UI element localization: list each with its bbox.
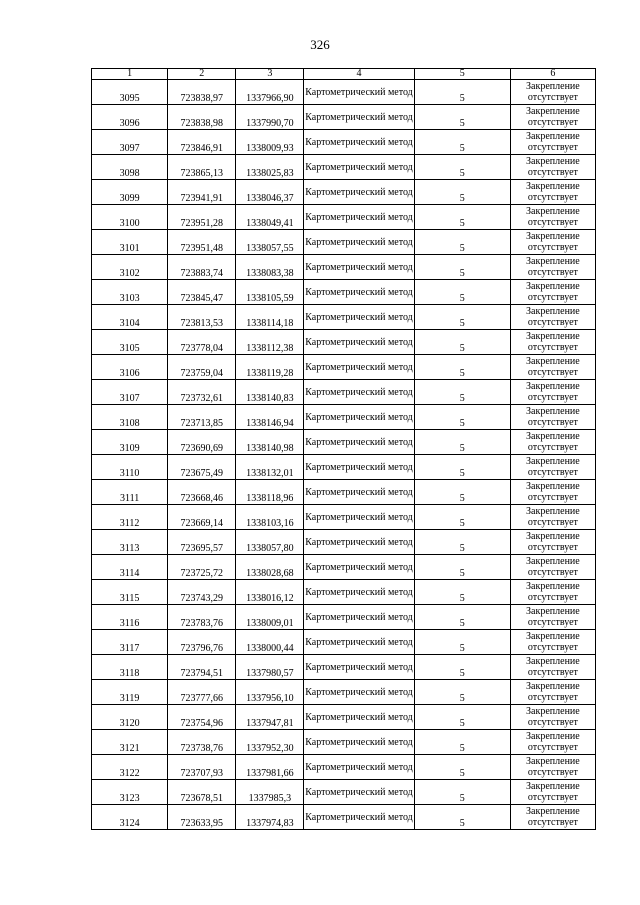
table-row bbox=[92, 580, 596, 605]
fixing-cell: Закрепление отсутствует bbox=[510, 155, 595, 180]
y-coordinate-cell: 1338057,55 bbox=[236, 230, 304, 255]
point-number-cell: 3111 bbox=[92, 480, 168, 505]
y-coordinate-cell: 1338000,44 bbox=[236, 630, 304, 655]
point-number-cell: 3097 bbox=[92, 130, 168, 155]
header-cell-6: 6 bbox=[510, 69, 595, 80]
table-row bbox=[92, 780, 596, 805]
table-row bbox=[92, 755, 596, 780]
table-row bbox=[92, 130, 596, 155]
accuracy-cell: 5 bbox=[414, 505, 510, 530]
y-coordinate-cell: 1338083,38 bbox=[236, 255, 304, 280]
point-number-cell: 3123 bbox=[92, 780, 168, 805]
accuracy-cell: 5 bbox=[414, 480, 510, 505]
fixing-cell: Закрепление отсутствует bbox=[510, 505, 595, 530]
accuracy-cell: 5 bbox=[414, 280, 510, 305]
point-number-cell: 3096 bbox=[92, 105, 168, 130]
method-cell: Картометрический метод bbox=[304, 180, 414, 205]
point-number-cell: 3102 bbox=[92, 255, 168, 280]
point-number-cell: 3115 bbox=[92, 580, 168, 605]
accuracy-cell: 5 bbox=[414, 155, 510, 180]
point-number-cell: 3107 bbox=[92, 380, 168, 405]
x-coordinate-cell: 723783,76 bbox=[168, 605, 236, 630]
x-coordinate-cell: 723707,93 bbox=[168, 755, 236, 780]
table-row bbox=[92, 730, 596, 755]
x-coordinate-cell: 723838,97 bbox=[168, 80, 236, 105]
x-coordinate-cell: 723759,04 bbox=[168, 355, 236, 380]
y-coordinate-cell: 1338132,01 bbox=[236, 455, 304, 480]
fixing-cell: Закрепление отсутствует bbox=[510, 655, 595, 680]
accuracy-cell: 5 bbox=[414, 580, 510, 605]
table-row bbox=[92, 630, 596, 655]
table-row bbox=[92, 530, 596, 555]
fixing-cell: Закрепление отсутствует bbox=[510, 780, 595, 805]
x-coordinate-cell: 723678,51 bbox=[168, 780, 236, 805]
x-coordinate-cell: 723883,74 bbox=[168, 255, 236, 280]
header-cell-5: 5 bbox=[414, 69, 510, 80]
accuracy-cell: 5 bbox=[414, 80, 510, 105]
method-cell: Картометрический метод bbox=[304, 555, 414, 580]
fixing-cell: Закрепление отсутствует bbox=[510, 255, 595, 280]
accuracy-cell: 5 bbox=[414, 780, 510, 805]
fixing-cell: Закрепление отсутствует bbox=[510, 305, 595, 330]
table-row bbox=[92, 155, 596, 180]
fixing-cell: Закрепление отсутствует bbox=[510, 455, 595, 480]
method-cell: Картометрический метод bbox=[304, 530, 414, 555]
point-number-cell: 3124 bbox=[92, 805, 168, 830]
x-coordinate-cell: 723951,28 bbox=[168, 205, 236, 230]
table-row bbox=[92, 255, 596, 280]
point-number-cell: 3116 bbox=[92, 605, 168, 630]
fixing-cell: Закрепление отсутствует bbox=[510, 230, 595, 255]
point-number-cell: 3104 bbox=[92, 305, 168, 330]
table-row bbox=[92, 655, 596, 680]
x-coordinate-cell: 723675,49 bbox=[168, 455, 236, 480]
y-coordinate-cell: 1338112,38 bbox=[236, 330, 304, 355]
fixing-cell: Закрепление отсутствует bbox=[510, 205, 595, 230]
x-coordinate-cell: 723669,14 bbox=[168, 505, 236, 530]
method-cell: Картометрический метод bbox=[304, 130, 414, 155]
page-number: 326 bbox=[310, 37, 330, 52]
y-coordinate-cell: 1338046,37 bbox=[236, 180, 304, 205]
fixing-cell: Закрепление отсутствует bbox=[510, 755, 595, 780]
y-coordinate-cell: 1337974,83 bbox=[236, 805, 304, 830]
method-cell: Картометрический метод bbox=[304, 680, 414, 705]
point-number-cell: 3112 bbox=[92, 505, 168, 530]
point-number-cell: 3114 bbox=[92, 555, 168, 580]
point-number-cell: 3095 bbox=[92, 80, 168, 105]
method-cell: Картометрический метод bbox=[304, 430, 414, 455]
fixing-cell: Закрепление отсутствует bbox=[510, 80, 595, 105]
x-coordinate-cell: 723846,91 bbox=[168, 130, 236, 155]
method-cell: Картометрический метод bbox=[304, 605, 414, 630]
accuracy-cell: 5 bbox=[414, 130, 510, 155]
point-number-cell: 3109 bbox=[92, 430, 168, 455]
table-row bbox=[92, 605, 596, 630]
accuracy-cell: 5 bbox=[414, 180, 510, 205]
y-coordinate-cell: 1337980,57 bbox=[236, 655, 304, 680]
table-row bbox=[92, 480, 596, 505]
method-cell: Картометрический метод bbox=[304, 255, 414, 280]
y-coordinate-cell: 1337952,30 bbox=[236, 730, 304, 755]
method-cell: Картометрический метод bbox=[304, 455, 414, 480]
point-number-cell: 3098 bbox=[92, 155, 168, 180]
table-body bbox=[92, 80, 596, 830]
method-cell: Картометрический метод bbox=[304, 630, 414, 655]
fixing-cell: Закрепление отсутствует bbox=[510, 605, 595, 630]
header-cell-1: 1 bbox=[92, 69, 168, 80]
table-row bbox=[92, 355, 596, 380]
y-coordinate-cell: 1338118,96 bbox=[236, 480, 304, 505]
table-row bbox=[92, 80, 596, 105]
table-row bbox=[92, 555, 596, 580]
table-row bbox=[92, 405, 596, 430]
accuracy-cell: 5 bbox=[414, 205, 510, 230]
method-cell: Картометрический метод bbox=[304, 405, 414, 430]
accuracy-cell: 5 bbox=[414, 555, 510, 580]
header-cell-3: 3 bbox=[236, 69, 304, 80]
accuracy-cell: 5 bbox=[414, 630, 510, 655]
point-number-cell: 3103 bbox=[92, 280, 168, 305]
fixing-cell: Закрепление отсутствует bbox=[510, 805, 595, 830]
x-coordinate-cell: 723838,98 bbox=[168, 105, 236, 130]
accuracy-cell: 5 bbox=[414, 380, 510, 405]
y-coordinate-cell: 1338049,41 bbox=[236, 205, 304, 230]
y-coordinate-cell: 1337956,10 bbox=[236, 680, 304, 705]
y-coordinate-cell: 1338016,12 bbox=[236, 580, 304, 605]
x-coordinate-cell: 723794,51 bbox=[168, 655, 236, 680]
x-coordinate-cell: 723713,85 bbox=[168, 405, 236, 430]
table-row bbox=[92, 430, 596, 455]
table-header-row bbox=[92, 69, 596, 80]
fixing-cell: Закрепление отсутствует bbox=[510, 330, 595, 355]
y-coordinate-cell: 1338105,59 bbox=[236, 280, 304, 305]
point-number-cell: 3117 bbox=[92, 630, 168, 655]
point-number-cell: 3122 bbox=[92, 755, 168, 780]
table-row bbox=[92, 205, 596, 230]
x-coordinate-cell: 723813,53 bbox=[168, 305, 236, 330]
accuracy-cell: 5 bbox=[414, 655, 510, 680]
point-number-cell: 3101 bbox=[92, 230, 168, 255]
method-cell: Картометрический метод bbox=[304, 705, 414, 730]
fixing-cell: Закрепление отсутствует bbox=[510, 130, 595, 155]
method-cell: Картометрический метод bbox=[304, 780, 414, 805]
point-number-cell: 3105 bbox=[92, 330, 168, 355]
table-row bbox=[92, 305, 596, 330]
accuracy-cell: 5 bbox=[414, 455, 510, 480]
x-coordinate-cell: 723738,76 bbox=[168, 730, 236, 755]
point-number-cell: 3119 bbox=[92, 680, 168, 705]
method-cell: Картометрический метод bbox=[304, 305, 414, 330]
accuracy-cell: 5 bbox=[414, 530, 510, 555]
method-cell: Картометрический метод bbox=[304, 580, 414, 605]
accuracy-cell: 5 bbox=[414, 305, 510, 330]
method-cell: Картометрический метод bbox=[304, 205, 414, 230]
fixing-cell: Закрепление отсутствует bbox=[510, 630, 595, 655]
accuracy-cell: 5 bbox=[414, 330, 510, 355]
method-cell: Картометрический метод bbox=[304, 105, 414, 130]
table-row bbox=[92, 805, 596, 830]
point-number-cell: 3110 bbox=[92, 455, 168, 480]
method-cell: Картометрический метод bbox=[304, 805, 414, 830]
coordinates-table bbox=[91, 68, 596, 830]
x-coordinate-cell: 723941,91 bbox=[168, 180, 236, 205]
fixing-cell: Закрепление отсутствует bbox=[510, 180, 595, 205]
x-coordinate-cell: 723725,72 bbox=[168, 555, 236, 580]
method-cell: Картометрический метод bbox=[304, 755, 414, 780]
y-coordinate-cell: 1338146,94 bbox=[236, 405, 304, 430]
header-cell-4: 4 bbox=[304, 69, 414, 80]
accuracy-cell: 5 bbox=[414, 230, 510, 255]
table-row bbox=[92, 455, 596, 480]
y-coordinate-cell: 1337966,90 bbox=[236, 80, 304, 105]
point-number-cell: 3120 bbox=[92, 705, 168, 730]
table-row bbox=[92, 180, 596, 205]
fixing-cell: Закрепление отсутствует bbox=[510, 580, 595, 605]
fixing-cell: Закрепление отсутствует bbox=[510, 530, 595, 555]
method-cell: Картометрический метод bbox=[304, 155, 414, 180]
x-coordinate-cell: 723732,61 bbox=[168, 380, 236, 405]
x-coordinate-cell: 723668,46 bbox=[168, 480, 236, 505]
fixing-cell: Закрепление отсутствует bbox=[510, 680, 595, 705]
accuracy-cell: 5 bbox=[414, 605, 510, 630]
table-row bbox=[92, 280, 596, 305]
x-coordinate-cell: 723754,96 bbox=[168, 705, 236, 730]
y-coordinate-cell: 1338114,18 bbox=[236, 305, 304, 330]
y-coordinate-cell: 1338009,01 bbox=[236, 605, 304, 630]
table-row bbox=[92, 380, 596, 405]
x-coordinate-cell: 723743,29 bbox=[168, 580, 236, 605]
table-row bbox=[92, 505, 596, 530]
table-row bbox=[92, 330, 596, 355]
table-row bbox=[92, 680, 596, 705]
table-row bbox=[92, 705, 596, 730]
method-cell: Картометрический метод bbox=[304, 230, 414, 255]
x-coordinate-cell: 723633,95 bbox=[168, 805, 236, 830]
method-cell: Картометрический метод bbox=[304, 330, 414, 355]
point-number-cell: 3099 bbox=[92, 180, 168, 205]
y-coordinate-cell: 1338140,98 bbox=[236, 430, 304, 455]
accuracy-cell: 5 bbox=[414, 730, 510, 755]
method-cell: Картометрический метод bbox=[304, 280, 414, 305]
point-number-cell: 3118 bbox=[92, 655, 168, 680]
y-coordinate-cell: 1338140,83 bbox=[236, 380, 304, 405]
y-coordinate-cell: 1338103,16 bbox=[236, 505, 304, 530]
fixing-cell: Закрепление отсутствует bbox=[510, 430, 595, 455]
fixing-cell: Закрепление отсутствует bbox=[510, 355, 595, 380]
accuracy-cell: 5 bbox=[414, 680, 510, 705]
y-coordinate-cell: 1337947,81 bbox=[236, 705, 304, 730]
method-cell: Картометрический метод bbox=[304, 380, 414, 405]
fixing-cell: Закрепление отсутствует bbox=[510, 405, 595, 430]
x-coordinate-cell: 723865,13 bbox=[168, 155, 236, 180]
method-cell: Картометрический метод bbox=[304, 80, 414, 105]
accuracy-cell: 5 bbox=[414, 755, 510, 780]
point-number-cell: 3113 bbox=[92, 530, 168, 555]
x-coordinate-cell: 723778,04 bbox=[168, 330, 236, 355]
x-coordinate-cell: 723951,48 bbox=[168, 230, 236, 255]
point-number-cell: 3121 bbox=[92, 730, 168, 755]
y-coordinate-cell: 1338057,80 bbox=[236, 530, 304, 555]
y-coordinate-cell: 1337990,70 bbox=[236, 105, 304, 130]
method-cell: Картометрический метод bbox=[304, 655, 414, 680]
point-number-cell: 3100 bbox=[92, 205, 168, 230]
fixing-cell: Закрепление отсутствует bbox=[510, 730, 595, 755]
point-number-cell: 3106 bbox=[92, 355, 168, 380]
accuracy-cell: 5 bbox=[414, 255, 510, 280]
y-coordinate-cell: 1338009,93 bbox=[236, 130, 304, 155]
accuracy-cell: 5 bbox=[414, 705, 510, 730]
accuracy-cell: 5 bbox=[414, 355, 510, 380]
accuracy-cell: 5 bbox=[414, 405, 510, 430]
accuracy-cell: 5 bbox=[414, 430, 510, 455]
y-coordinate-cell: 1338025,83 bbox=[236, 155, 304, 180]
fixing-cell: Закрепление отсутствует bbox=[510, 105, 595, 130]
x-coordinate-cell: 723777,66 bbox=[168, 680, 236, 705]
y-coordinate-cell: 1337981,66 bbox=[236, 755, 304, 780]
y-coordinate-cell: 1337985,3 bbox=[236, 780, 304, 805]
fixing-cell: Закрепление отсутствует bbox=[510, 705, 595, 730]
fixing-cell: Закрепление отсутствует bbox=[510, 480, 595, 505]
method-cell: Картометрический метод bbox=[304, 505, 414, 530]
fixing-cell: Закрепление отсутствует bbox=[510, 555, 595, 580]
y-coordinate-cell: 1338119,28 bbox=[236, 355, 304, 380]
x-coordinate-cell: 723845,47 bbox=[168, 280, 236, 305]
point-number-cell: 3108 bbox=[92, 405, 168, 430]
method-cell: Картометрический метод bbox=[304, 355, 414, 380]
y-coordinate-cell: 1338028,68 bbox=[236, 555, 304, 580]
x-coordinate-cell: 723690,69 bbox=[168, 430, 236, 455]
accuracy-cell: 5 bbox=[414, 805, 510, 830]
x-coordinate-cell: 723796,76 bbox=[168, 630, 236, 655]
table-row bbox=[92, 105, 596, 130]
x-coordinate-cell: 723695,57 bbox=[168, 530, 236, 555]
fixing-cell: Закрепление отсутствует bbox=[510, 380, 595, 405]
header-cell-2: 2 bbox=[168, 69, 236, 80]
accuracy-cell: 5 bbox=[414, 105, 510, 130]
fixing-cell: Закрепление отсутствует bbox=[510, 280, 595, 305]
table-row bbox=[92, 230, 596, 255]
method-cell: Картометрический метод bbox=[304, 730, 414, 755]
method-cell: Картометрический метод bbox=[304, 480, 414, 505]
